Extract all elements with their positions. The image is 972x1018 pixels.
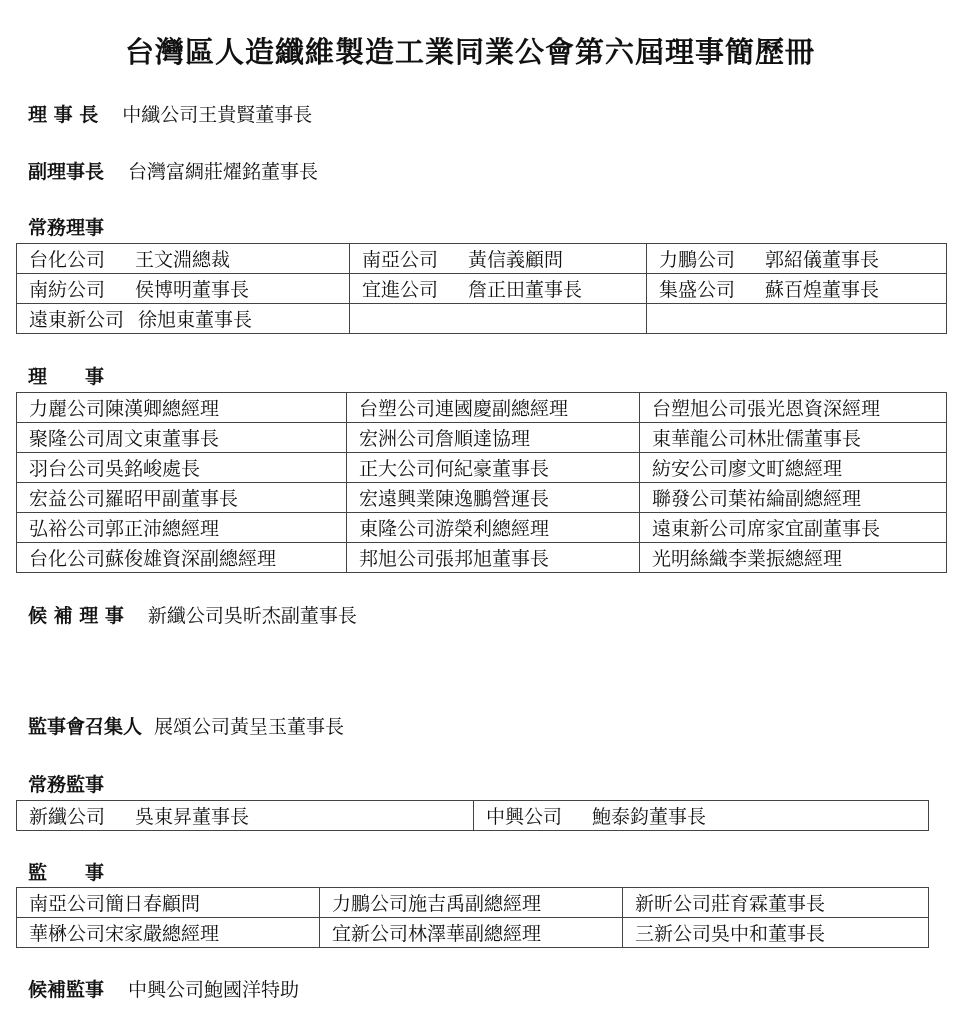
- vice-chairman-line: [28, 157, 318, 184]
- table-cell: 三新公司吳中和董事長: [623, 918, 929, 948]
- person-name: 侯博明董事長: [135, 279, 250, 301]
- table-cell: [350, 244, 647, 274]
- table-cell: [350, 304, 647, 334]
- directors-heading: 理 事: [28, 366, 105, 388]
- table-cell: 邦旭公司張邦旭董事長: [347, 543, 640, 573]
- company-name: 南亞公司: [362, 249, 439, 271]
- alternate-director-line: [28, 601, 357, 628]
- vice-chairman-value: 台灣富綢莊燿銘董事長: [128, 161, 319, 183]
- company-name: 集盛公司: [659, 279, 736, 301]
- person-name: 徐旭東董事長: [138, 309, 253, 331]
- table-cell: 羽台公司吳銘峻處長: [17, 453, 347, 483]
- standing-supervisors-heading: 常務監事: [28, 774, 105, 796]
- company-name: 宜進公司: [362, 279, 439, 301]
- table-cell: [17, 274, 350, 304]
- chairman-value: 中纖公司王貴賢董事長: [122, 104, 313, 126]
- table-row: [17, 513, 947, 543]
- table-cell: [17, 801, 474, 831]
- company-name: 力鵬公司: [659, 249, 736, 271]
- table-cell: 新昕公司莊育霖董事長: [623, 888, 929, 918]
- supervisor-convener-label: 監事會召集人: [28, 716, 143, 738]
- table-row: [17, 888, 929, 918]
- table-cell: 宜新公司林澤華副總經理: [320, 918, 623, 948]
- alternate-director-value: 新纖公司吳昕杰副董事長: [147, 605, 357, 627]
- person-name: 蘇百煌董事長: [765, 279, 880, 301]
- table-cell: 正大公司何紀豪董事長: [347, 453, 640, 483]
- table-cell: 東隆公司游榮利總經理: [347, 513, 640, 543]
- table-row: [17, 918, 929, 948]
- alternate-supervisor-value: 中興公司鮑國洋特助: [128, 979, 300, 1001]
- company-name: 台化公司: [29, 249, 106, 271]
- table-row: [17, 244, 947, 274]
- company-name: 遠東新公司: [29, 309, 125, 331]
- table-row: [17, 304, 947, 334]
- table-cell: 南亞公司簡日春顧問: [17, 888, 320, 918]
- supervisors-heading: 監 事: [28, 862, 105, 884]
- table-cell: 光明絲織李業振總經理: [640, 543, 947, 573]
- table-cell: 宏遠興業陳逸鵬營運長: [347, 483, 640, 513]
- person-name: 鮑泰鈞董事長: [592, 806, 707, 828]
- table-cell: 東華龍公司林壯儒董事長: [640, 423, 947, 453]
- chairman-label: 理 事 長: [28, 104, 99, 126]
- standing-supervisors-table: [16, 800, 929, 831]
- standing-directors-heading: 常務理事: [28, 217, 105, 239]
- alternate-supervisor-label: 候補監事: [28, 979, 105, 1001]
- table-row: [17, 483, 947, 513]
- company-name: 南紡公司: [29, 279, 106, 301]
- alternate-supervisor-line: [28, 975, 299, 1002]
- table-cell: 聚隆公司周文東董事長: [17, 423, 347, 453]
- person-name: 郭紹儀董事長: [765, 249, 880, 271]
- table-cell: 宏洲公司詹順達協理: [347, 423, 640, 453]
- table-cell: 力麗公司陳漢卿總經理: [17, 393, 347, 423]
- table-cell: 台塑旭公司張光恩資深經理: [640, 393, 947, 423]
- standing-directors-table: [16, 243, 947, 334]
- table-cell: 台化公司蘇俊雄資深副總經理: [17, 543, 347, 573]
- supervisors-table: [16, 887, 929, 948]
- table-cell: 聯發公司葉祐綸副總經理: [640, 483, 947, 513]
- directors-table: [16, 392, 947, 573]
- page-title: 台灣區人造纖維製造工業同業公會第六屆理事簡歷冊: [124, 35, 815, 69]
- table-row: [17, 423, 947, 453]
- person-name: 王文淵總裁: [135, 249, 231, 271]
- vice-chairman-label: 副理事長: [28, 161, 105, 183]
- person-name: 吳東昇董事長: [135, 806, 250, 828]
- table-row: [17, 801, 929, 831]
- table-cell: 力鵬公司施吉禹副總經理: [320, 888, 623, 918]
- table-cell: 台塑公司連國慶副總經理: [347, 393, 640, 423]
- table-cell: [17, 304, 350, 334]
- table-row: [17, 543, 947, 573]
- table-row: [17, 274, 947, 304]
- company-name: 新纖公司: [29, 806, 106, 828]
- table-cell: [474, 801, 929, 831]
- table-cell: [647, 304, 947, 334]
- table-cell: 遠東新公司席家宜副董事長: [640, 513, 947, 543]
- table-cell: 華楙公司宋家嚴總經理: [17, 918, 320, 948]
- supervisor-convener-line: [28, 712, 344, 739]
- alternate-director-label: 候 補 理 事: [28, 605, 124, 627]
- table-cell: [350, 274, 647, 304]
- table-cell: 宏益公司羅昭甲副董事長: [17, 483, 347, 513]
- table-cell: [647, 274, 947, 304]
- supervisor-convener-value: 展頌公司黃呈玉董事長: [154, 716, 345, 738]
- person-name: 黃信義顧問: [468, 249, 564, 271]
- table-cell: [647, 244, 947, 274]
- table-cell: 弘裕公司郭正沛總經理: [17, 513, 347, 543]
- person-name: 詹正田董事長: [468, 279, 583, 301]
- chairman-line: [28, 100, 312, 127]
- table-row: [17, 453, 947, 483]
- table-cell: 紡安公司廖文町總經理: [640, 453, 947, 483]
- table-row: [17, 393, 947, 423]
- table-cell: [17, 244, 350, 274]
- company-name: 中興公司: [486, 806, 563, 828]
